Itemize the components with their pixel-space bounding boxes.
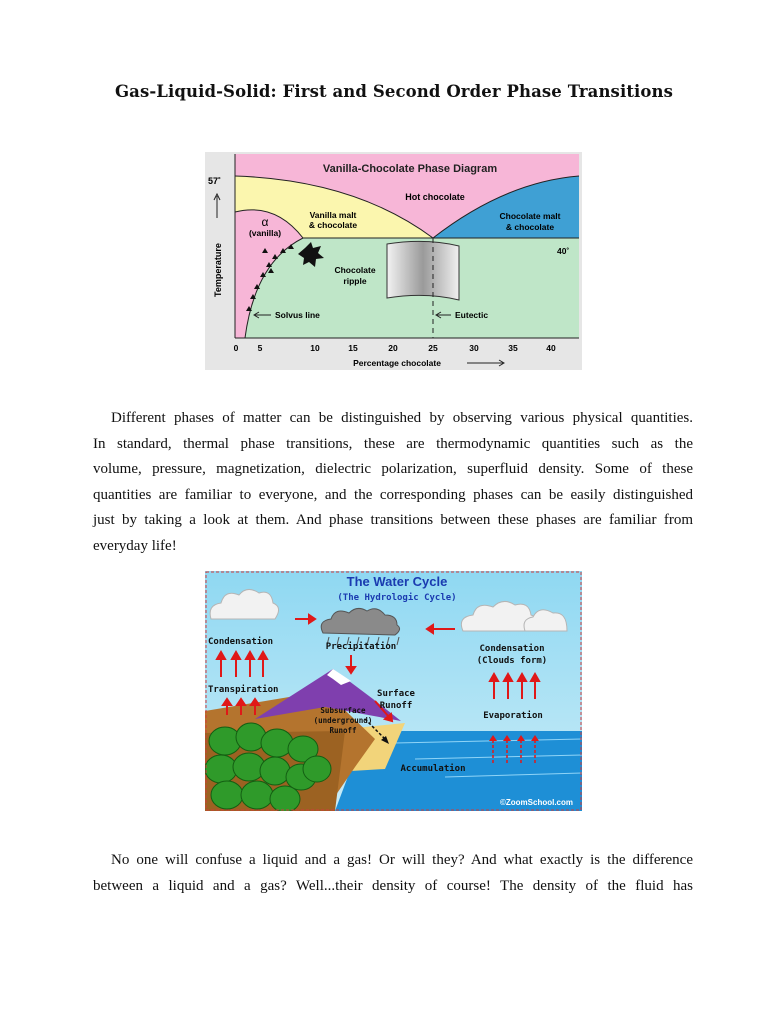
water-cycle-figure [205,571,582,811]
page-title: Gas-Liquid-Solid: First and Second Order Phase Transitions [114,82,673,101]
paragraph-2 [93,848,693,899]
x-axis-label: Percentage chocolate [353,358,441,368]
vanilla-malt-label-1: Vanilla malt [309,210,357,220]
y-axis-label: Temperature [213,243,223,297]
subsurface-label-3: Runoff [329,726,357,735]
chocolate-malt-label-1: Chocolate malt [499,211,561,221]
x-tick-label: 40 [546,343,556,353]
hot-chocolate-label: Hot chocolate [405,192,465,202]
paragraph-1 [93,406,693,559]
phase-diagram-figure [205,152,582,370]
x-tick-label: 20 [388,343,398,353]
water-cycle-subtitle: (The Hydrologic Cycle) [337,593,457,603]
x-tick-label: 0 [233,343,239,353]
condensation-right-label-1: Condensation [479,644,545,654]
x-tick-label: 35 [508,343,518,353]
paragraph-line: Different phases of matter can be distinguished by observing various physical quantities. [111,410,693,426]
subsurface-label-1: Subsurface [320,706,366,715]
x-tick-label: 5 [257,343,263,353]
eutectic-label: Eutectic [455,310,489,320]
solvus-line-label: Solvus line [275,310,320,320]
paragraph-line: everyday life! [93,537,177,554]
accumulation-label: Accumulation [400,764,466,774]
subsurface-label-2: (underground) [313,716,373,725]
y-top-label: 57˚ [208,176,222,186]
x-tick-label: 15 [348,343,358,353]
evaporation-label: Evaporation [483,711,543,721]
transpiration-label: Transpiration [208,685,279,695]
paragraph-line: between a liquid and a gas? Well...their density of course! The density of the fluid has [93,877,693,894]
x-tick-label: 30 [469,343,479,353]
surface-runoff-label-1: Surface [377,689,415,699]
condensation-right-label-2: (Clouds form) [476,656,548,666]
condensation-left-label: Condensation [208,637,274,647]
alpha-name: (vanilla) [248,228,282,238]
chocolate-ripple-label-2: ripple [343,276,367,286]
chocolate-malt-label-2: & chocolate [505,222,555,232]
eutectic-temp-label: 40˚ [557,246,570,256]
alpha-symbol: α [261,215,269,229]
x-tick-label: 25 [428,343,438,353]
paragraph-line: quantities are familiar to everyone, and the corresponding phases can be easily distinguished [93,486,693,503]
paragraph-line: In standard, thermal phase transitions, these are thermodynamic quantities such as the [93,435,693,452]
paragraph-line: volume, pressure, magnetization, dielectric polarization, superfluid density. Some of these [93,461,693,477]
chocolate-ripple-label-1: Chocolate [334,265,376,275]
precipitation-label: Precipitation [325,642,397,652]
surface-runoff-label-2: Runoff [379,701,413,711]
x-tick-label: 10 [310,343,320,353]
diagram-title: Vanilla-Chocolate Phase Diagram [322,163,498,175]
credit-label: ©ZoomSchool.com [499,798,573,807]
water-cycle-title: The Water Cycle [346,574,448,589]
vanilla-malt-label-2: & chocolate [308,220,358,230]
paragraph-line: No one will confuse a liquid and a gas! Or will they? And what exactly is the difference [111,852,693,868]
paragraph-line: just by taking a look at them. And phase transitions between these phases are familiar from [93,512,693,528]
